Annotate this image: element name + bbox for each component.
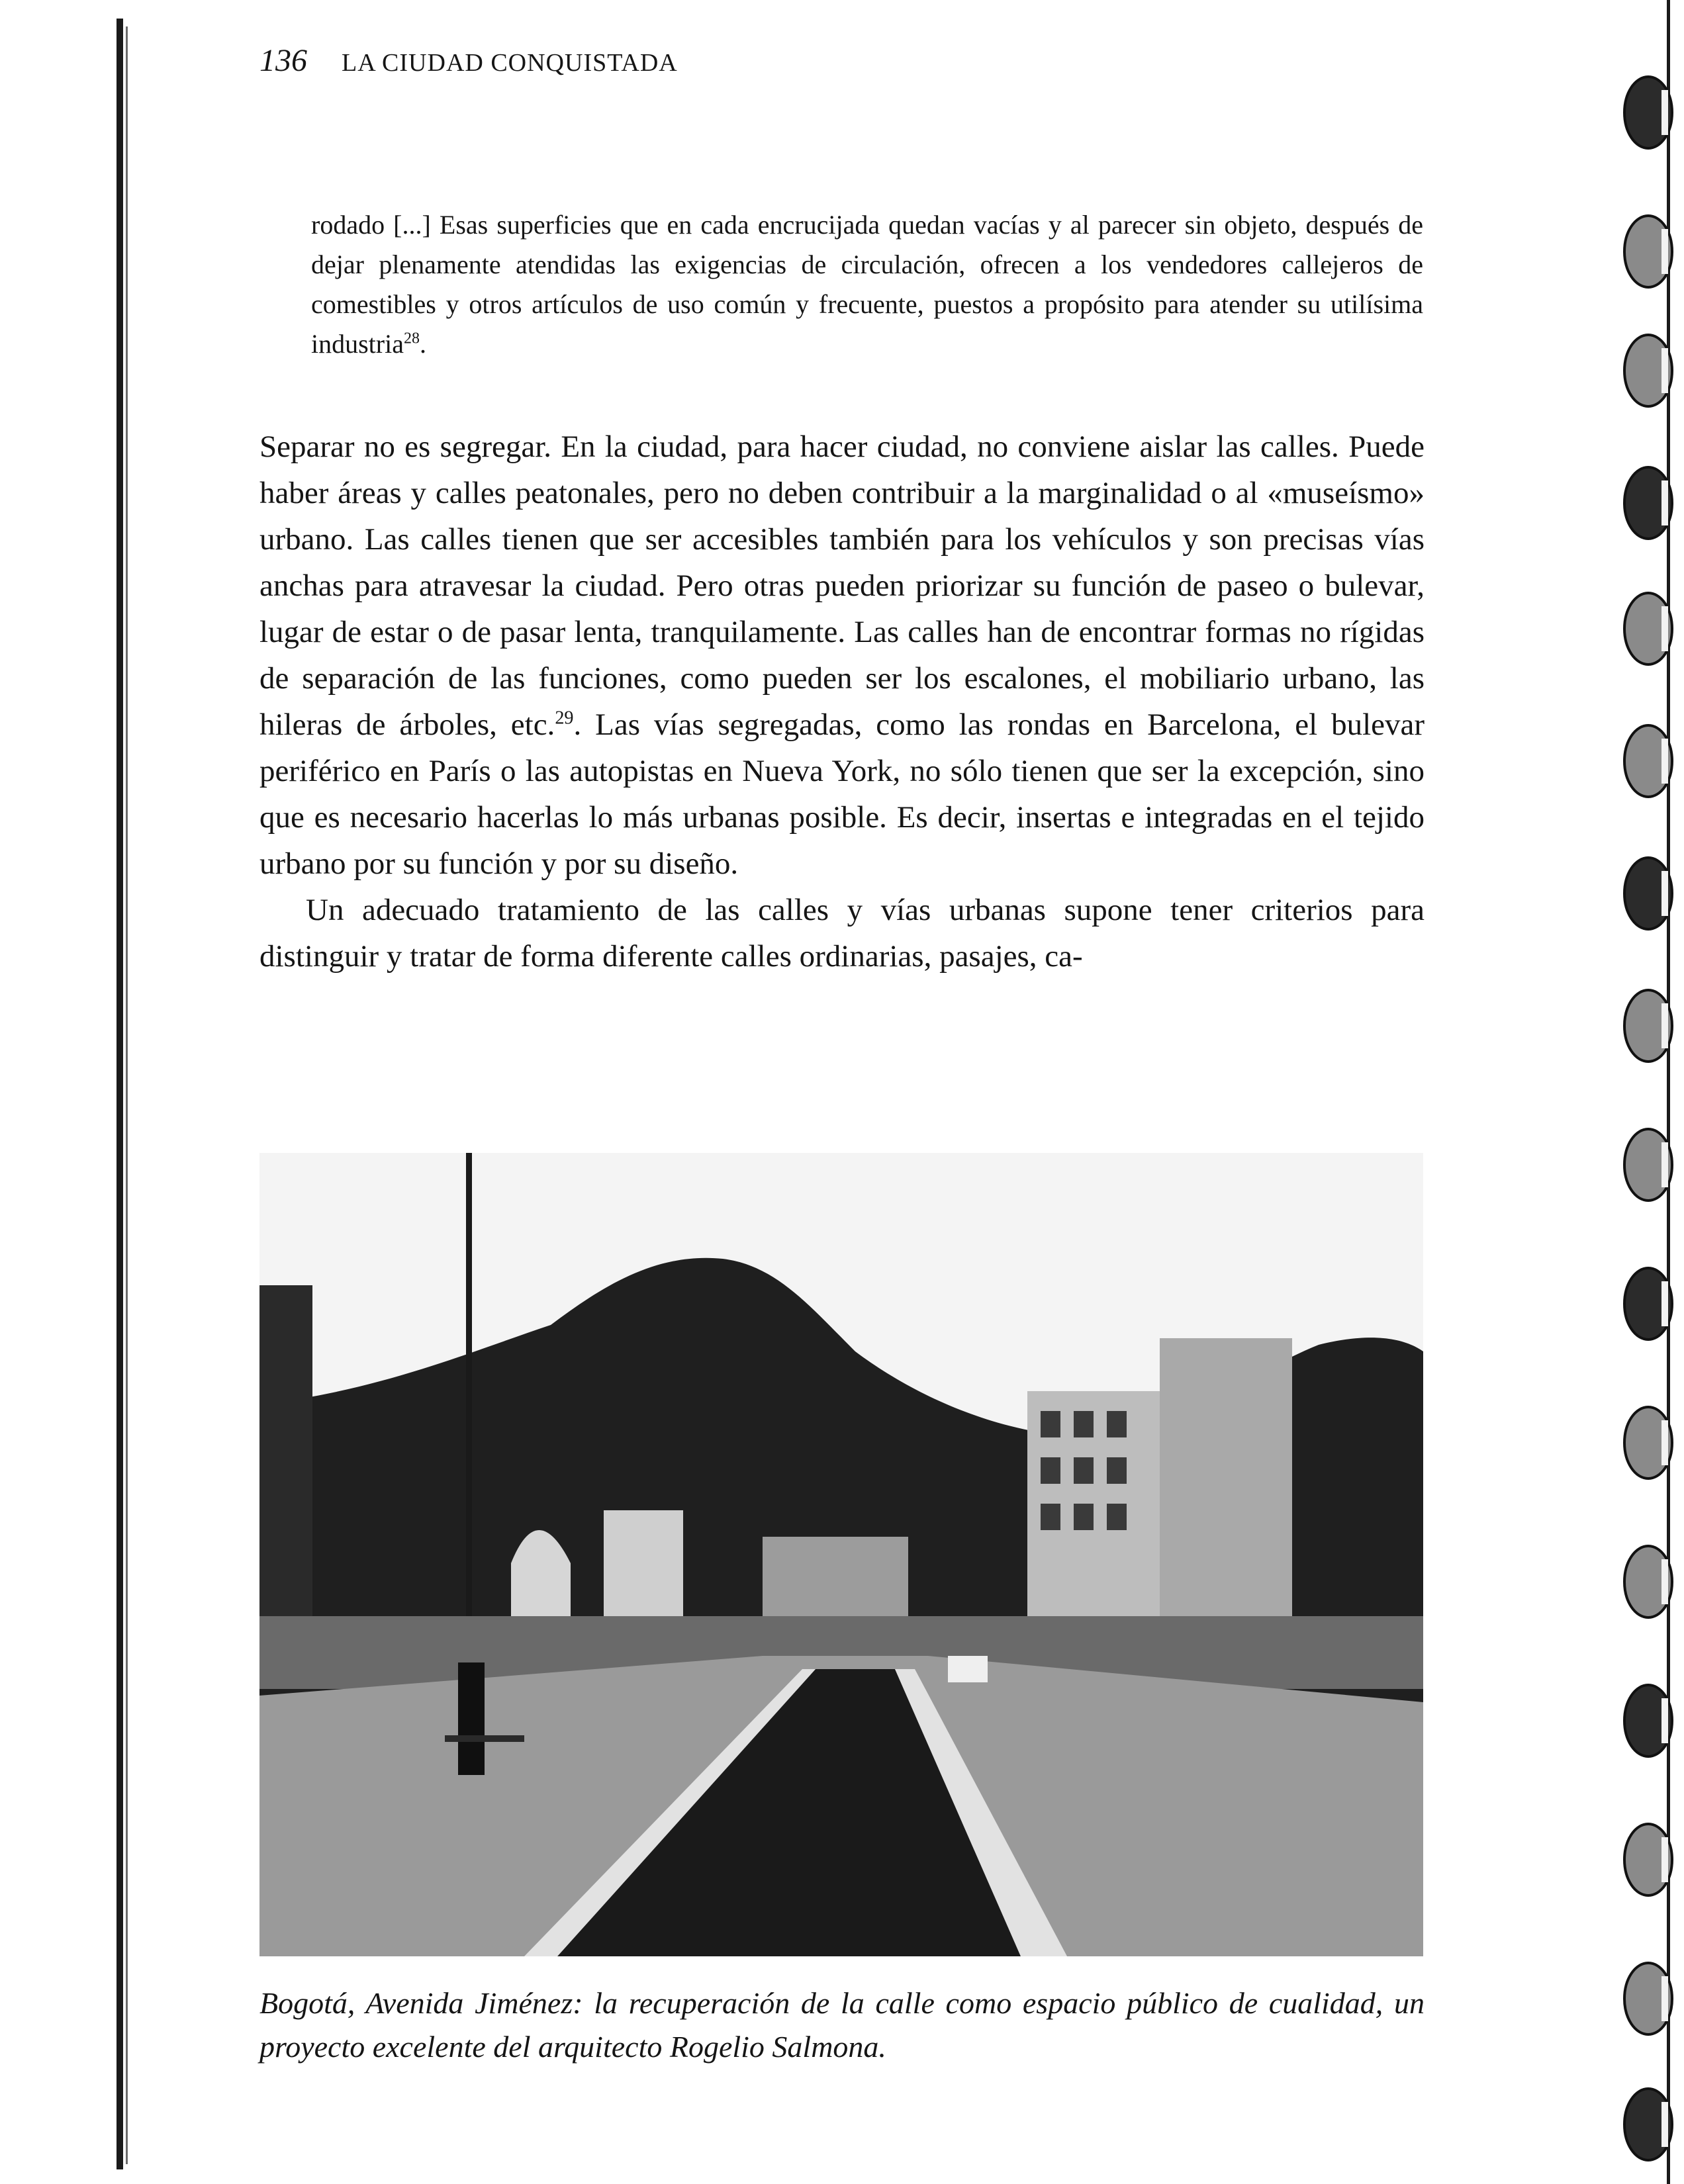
footnote-ref-29[interactable]: 29: [555, 707, 574, 729]
paragraph-1-part2: . Las vías segregadas, como las rondas en Barcelona, el bulevar periférico en París o las autopistas en Nueva York, no sólo tienen que ser la excepción, sino que es necesario hacerlas lo más urbanas posible. Es decir, insertas e integradas en el tejido urbano por su función y por su diseño.: [259, 707, 1425, 881]
paragraph-1-part1: Separar no es segregar. En la ciudad, para hacer ciudad, no conviene aislar las calles. Puede haber áreas y calles peatonales, pero no deben contribuir a la marginalidad o al «museísmo» urbano. Las calles tienen que ser accesibles también para los vehículos y son precisas vías anchas para atravesar la ciudad. Pero otras pueden priorizar su función de paseo o bulevar, lugar de estar o de pasar lenta, tranquilamente. Las calles han de encontrar formas no rígidas de separación de las funciones, como pueden ser los escalones, el mobiliario urbano, las hileras de árboles, etc.: [259, 430, 1425, 742]
spiral-binding: [1569, 0, 1684, 2184]
binding-ring: [1624, 990, 1672, 1062]
body-text: [259, 424, 1425, 979]
binding-ring: [1624, 467, 1672, 539]
tall-building: [1160, 1338, 1292, 1656]
binding-ring: [1624, 335, 1672, 406]
page-number: 136: [259, 43, 307, 78]
bench: [445, 1735, 524, 1742]
spiral-binding-rings: [1569, 0, 1684, 2184]
block-quote: [311, 205, 1423, 364]
page-header: [259, 42, 678, 89]
binding-ring: [1624, 77, 1672, 148]
binding-ring: [1624, 1824, 1672, 1895]
lamp-post: [466, 1153, 472, 1616]
binding-ring: [1624, 858, 1672, 929]
vehicle: [948, 1656, 988, 1682]
running-title: LA CIUDAD CONQUISTADA: [342, 49, 678, 77]
binding-ring: [1624, 1685, 1672, 1756]
binding-ring: [1624, 1407, 1672, 1479]
binding-ring: [1624, 2089, 1672, 2160]
binding-ring: [1624, 593, 1672, 664]
binding-shadow: [117, 19, 123, 2169]
binding-ring: [1624, 216, 1672, 287]
binding-ring: [1624, 1546, 1672, 1617]
binding-ring: [1624, 725, 1672, 797]
binding-ring: [1624, 1268, 1672, 1340]
left-building: [259, 1285, 312, 1629]
paragraph-2: Un adecuado tratamiento de las calles y vías urbanas supone tener criterios para distinguir y tratar de forma diferente calles ordinarias, pasajes, ca-: [259, 893, 1425, 974]
building-windows: [1041, 1411, 1127, 1530]
street-photo-illustration: [259, 1153, 1423, 1956]
footnote-ref-28[interactable]: 28: [403, 330, 420, 347]
binding-ring: [1624, 1129, 1672, 1201]
binding-ring: [1624, 1963, 1672, 2034]
quote-end: .: [419, 329, 426, 359]
figure-caption: Bogotá, Avenida Jiménez: la recuperación de la calle como espacio público de cualidad, un proyecto excelente del arquitecto Rogelio Salmona.: [259, 1986, 1425, 2064]
quote-text: rodado [...] Esas superficies que en cada encrucijada quedan vacías y al parecer sin objeto, después de dejar plenamente atendidas las exigencias de circulación, ofrecen a los vendedores callejeros de comestibles y otros artículos de uso común y frecuente, puestos a propósito para atender su utilísima industria: [311, 210, 1423, 359]
figure-photo: [259, 1153, 1423, 1956]
binding-shadow-inner: [126, 26, 128, 2164]
paragraph-1: [259, 424, 1425, 887]
pedestrian: [458, 1662, 485, 1775]
